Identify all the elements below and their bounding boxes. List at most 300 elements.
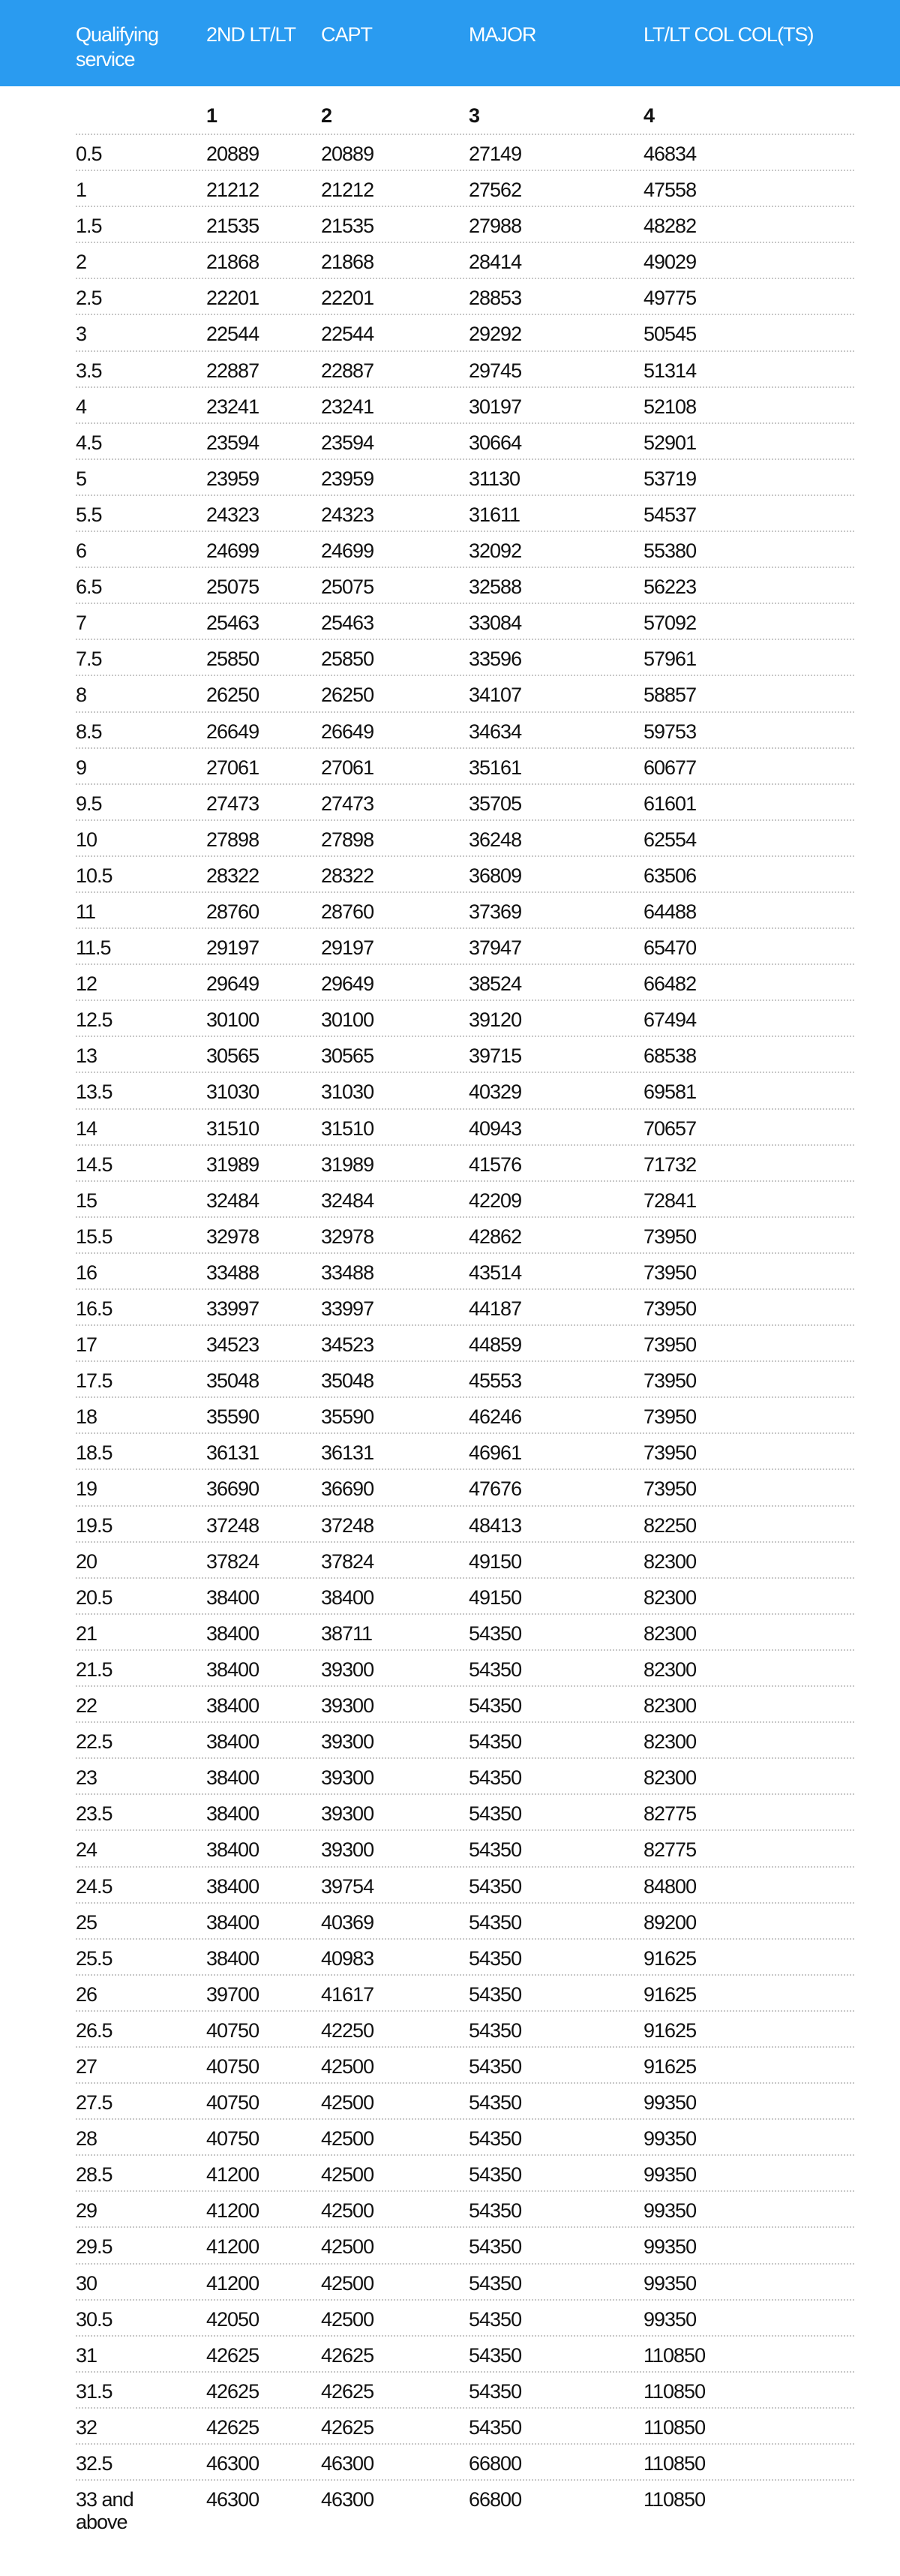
major-cell: 54350 — [469, 1946, 522, 1970]
service-cell: 25.5 — [76, 1946, 112, 1970]
service-cell: 6 — [76, 540, 87, 563]
capt-cell: 25075 — [321, 576, 374, 599]
capt-cell: 36690 — [321, 1477, 374, 1501]
capt-cell: 42500 — [321, 2127, 374, 2151]
capt-cell: 31989 — [321, 1153, 374, 1176]
2nd-lt-lt-cell: 26649 — [206, 720, 260, 743]
2nd-lt-lt-cell: 38400 — [206, 1910, 260, 1934]
2nd-lt-lt-cell: 37248 — [206, 1513, 260, 1537]
table-row — [0, 424, 900, 460]
capt-cell: 38711 — [321, 1622, 373, 1645]
lt-col-cell: 99350 — [644, 2127, 697, 2151]
2nd-lt-lt-cell: 41200 — [206, 2163, 260, 2187]
service-cell: 10 — [76, 828, 98, 851]
service-cell: 32 — [76, 2415, 98, 2439]
capt-cell: 33997 — [321, 1297, 374, 1320]
lt-col-cell: 99350 — [644, 2163, 697, 2187]
lt-col-cell: 110850 — [644, 2452, 706, 2475]
lt-col-cell: 91625 — [644, 1982, 697, 2006]
service-cell: 1 — [76, 179, 87, 202]
major-cell: 36809 — [469, 864, 522, 887]
major-cell: 33596 — [469, 648, 522, 671]
header-major: MAJOR — [469, 23, 536, 46]
service-cell: 23.5 — [76, 1802, 112, 1826]
major-cell: 32092 — [469, 540, 522, 563]
major-cell: 54350 — [469, 2271, 522, 2295]
capt-cell: 37248 — [321, 1513, 374, 1537]
service-cell: 31.5 — [76, 2379, 112, 2403]
service-cell: 29 — [76, 2199, 98, 2223]
2nd-lt-lt-cell: 28760 — [206, 900, 260, 923]
table-row — [0, 2012, 900, 2048]
service-cell: 9 — [76, 756, 87, 779]
2nd-lt-lt-cell: 22544 — [206, 323, 260, 346]
table-row — [0, 640, 900, 676]
capt-cell: 35590 — [321, 1405, 374, 1429]
2nd-lt-lt-cell: 25075 — [206, 576, 260, 599]
major-cell: 42209 — [469, 1189, 522, 1212]
lt-col-cell: 73950 — [644, 1405, 697, 1429]
2nd-lt-lt-cell: 31989 — [206, 1153, 260, 1176]
major-cell: 42862 — [469, 1225, 522, 1248]
2nd-lt-lt-cell: 39700 — [206, 1982, 260, 2006]
service-cell: 2 — [76, 251, 87, 274]
2nd-lt-lt-cell: 23959 — [206, 467, 260, 490]
table-row — [0, 1976, 900, 2012]
2nd-lt-lt-cell: 38400 — [206, 1658, 260, 1681]
lt-col-cell: 61601 — [644, 792, 697, 815]
2nd-lt-lt-cell: 41200 — [206, 2199, 260, 2223]
lt-col-cell: 57092 — [644, 612, 697, 635]
table-row — [0, 1940, 900, 1976]
major-cell: 46961 — [469, 1441, 522, 1465]
table-row — [0, 1326, 900, 1362]
table-row — [0, 893, 900, 929]
table-row — [0, 1507, 900, 1543]
service-cell: 5 — [76, 467, 87, 490]
lt-col-cell: 73950 — [644, 1477, 697, 1501]
2nd-lt-lt-cell: 34523 — [206, 1333, 260, 1357]
capt-cell: 27473 — [321, 792, 374, 815]
service-cell: 19 — [76, 1477, 98, 1501]
2nd-lt-lt-cell: 30565 — [206, 1045, 260, 1068]
2nd-lt-lt-cell: 40750 — [206, 2018, 260, 2042]
service-cell: 9.5 — [76, 792, 102, 815]
capt-cell: 42250 — [321, 2018, 374, 2042]
table-row — [0, 135, 900, 171]
lt-col-cell: 73950 — [644, 1261, 697, 1284]
2nd-lt-lt-cell: 38400 — [206, 1766, 260, 1790]
service-cell: 13 — [76, 1045, 98, 1068]
table-row — [0, 279, 900, 315]
service-cell: 17.5 — [76, 1369, 112, 1393]
lt-col-cell: 110850 — [644, 2488, 706, 2511]
lt-col-cell: 82300 — [644, 1622, 697, 1645]
service-cell: 19.5 — [76, 1513, 112, 1537]
lt-col-cell: 99350 — [644, 2199, 697, 2223]
major-cell: 28414 — [469, 251, 522, 274]
major-cell: 35161 — [469, 756, 522, 779]
table-row — [0, 2084, 900, 2120]
major-cell: 54350 — [469, 1658, 522, 1681]
capt-cell: 42500 — [321, 2054, 374, 2078]
service-cell: 7 — [76, 612, 87, 635]
capt-cell: 39754 — [321, 1874, 374, 1898]
2nd-lt-lt-cell: 40750 — [206, 2127, 260, 2151]
service-cell: 11.5 — [76, 936, 111, 960]
2nd-lt-lt-cell: 38400 — [206, 1874, 260, 1898]
capt-cell: 32978 — [321, 1225, 374, 1248]
service-cell: 22 — [76, 1694, 98, 1718]
lt-col-cell: 62554 — [644, 828, 697, 851]
table-row — [0, 2409, 900, 2445]
lt-col-cell: 72841 — [644, 1189, 697, 1212]
table-row — [0, 2156, 900, 2192]
capt-cell: 42625 — [321, 2343, 374, 2367]
capt-cell: 28760 — [321, 900, 374, 923]
2nd-lt-lt-cell: 35048 — [206, 1369, 260, 1393]
major-cell: 46246 — [469, 1405, 522, 1429]
capt-cell: 42625 — [321, 2379, 374, 2403]
capt-cell: 36131 — [321, 1441, 374, 1465]
major-cell: 54350 — [469, 1982, 522, 2006]
lt-col-cell: 70657 — [644, 1117, 697, 1140]
capt-cell: 22544 — [321, 323, 374, 346]
capt-cell: 39300 — [321, 1694, 374, 1718]
capt-cell: 21535 — [321, 215, 374, 238]
lt-col-cell: 58857 — [644, 684, 697, 707]
table-row — [0, 1795, 900, 1831]
service-cell: 13.5 — [76, 1081, 112, 1104]
major-cell: 49150 — [469, 1550, 522, 1573]
capt-cell: 42500 — [321, 2091, 374, 2115]
lt-col-cell: 91625 — [644, 1946, 697, 1970]
lt-col-cell: 46834 — [644, 143, 697, 165]
capt-cell: 42500 — [321, 2235, 374, 2259]
2nd-lt-lt-cell: 27898 — [206, 828, 260, 851]
table-row — [0, 352, 900, 388]
lt-col-cell: 73950 — [644, 1297, 697, 1320]
major-cell: 41576 — [469, 1153, 522, 1176]
capt-cell: 21868 — [321, 251, 374, 274]
pay-table-body — [0, 135, 900, 2541]
major-cell: 31130 — [469, 467, 520, 490]
table-row — [0, 1037, 900, 1073]
service-cell: 16.5 — [76, 1297, 112, 1320]
table-row — [0, 1254, 900, 1290]
major-cell: 54350 — [469, 2091, 522, 2115]
major-cell: 33084 — [469, 612, 522, 635]
service-cell: 4.5 — [76, 431, 102, 454]
capt-cell: 33488 — [321, 1261, 374, 1284]
2nd-lt-lt-cell: 23241 — [206, 395, 260, 418]
table-row — [0, 1362, 900, 1398]
lt-col-cell: 82775 — [644, 1838, 697, 1862]
major-cell: 34107 — [469, 684, 522, 707]
major-cell: 37947 — [469, 936, 522, 960]
lt-col-cell: 82300 — [644, 1766, 697, 1790]
major-cell: 54350 — [469, 2415, 522, 2439]
capt-cell: 25850 — [321, 648, 374, 671]
table-row — [0, 460, 900, 496]
lt-col-cell: 56223 — [644, 576, 697, 599]
table-row — [0, 2192, 900, 2228]
service-cell: 4 — [76, 395, 87, 418]
major-cell: 27562 — [469, 179, 522, 202]
capt-cell: 42500 — [321, 2199, 374, 2223]
major-cell: 27149 — [469, 143, 522, 165]
header-capt: CAPT — [321, 23, 373, 46]
service-cell: 28.5 — [76, 2163, 112, 2187]
column-number: 1 — [206, 104, 218, 127]
service-cell: 32.5 — [76, 2452, 112, 2475]
service-cell: 24.5 — [76, 1874, 112, 1898]
lt-col-cell: 69581 — [644, 1081, 697, 1104]
lt-col-cell: 110850 — [644, 2343, 706, 2367]
major-cell: 47676 — [469, 1477, 522, 1501]
2nd-lt-lt-cell: 40750 — [206, 2091, 260, 2115]
2nd-lt-lt-cell: 22201 — [206, 287, 260, 310]
major-cell: 39715 — [469, 1045, 522, 1068]
major-cell: 30664 — [469, 431, 522, 454]
table-row — [0, 1831, 900, 1867]
capt-cell: 46300 — [321, 2488, 374, 2511]
lt-col-cell: 73950 — [644, 1369, 697, 1393]
table-row — [0, 1687, 900, 1723]
lt-col-cell: 99350 — [644, 2271, 697, 2295]
service-cell: 10.5 — [76, 864, 112, 887]
major-cell: 27988 — [469, 215, 522, 238]
table-header — [0, 0, 900, 86]
2nd-lt-lt-cell: 32484 — [206, 1189, 260, 1212]
2nd-lt-lt-cell: 36690 — [206, 1477, 260, 1501]
column-number: 4 — [644, 104, 656, 127]
2nd-lt-lt-cell: 25850 — [206, 648, 260, 671]
lt-col-cell: 51314 — [644, 359, 697, 382]
lt-col-cell: 99350 — [644, 2091, 697, 2115]
major-cell: 54350 — [469, 2199, 522, 2223]
service-cell: 33 and above — [76, 2488, 134, 2534]
table-row — [0, 1110, 900, 1146]
column-number: 2 — [321, 104, 333, 127]
table-row — [0, 2301, 900, 2337]
service-cell: 29.5 — [76, 2235, 112, 2259]
2nd-lt-lt-cell: 24699 — [206, 540, 260, 563]
service-cell: 21 — [76, 1622, 98, 1645]
table-row — [0, 2481, 900, 2541]
capt-cell: 25463 — [321, 612, 374, 635]
capt-cell: 23959 — [321, 467, 374, 490]
lt-col-cell: 82300 — [644, 1694, 697, 1718]
service-cell: 5.5 — [76, 503, 102, 526]
lt-col-cell: 57961 — [644, 648, 697, 671]
table-row — [0, 1723, 900, 1759]
table-row — [0, 1651, 900, 1687]
2nd-lt-lt-cell: 38400 — [206, 1586, 260, 1609]
2nd-lt-lt-cell: 33488 — [206, 1261, 260, 1284]
service-cell: 3.5 — [76, 359, 102, 382]
major-cell: 34634 — [469, 720, 522, 743]
table-row — [0, 2048, 900, 2084]
table-row — [0, 929, 900, 965]
2nd-lt-lt-cell: 42625 — [206, 2415, 260, 2439]
service-cell: 22.5 — [76, 1730, 112, 1754]
capt-cell: 22887 — [321, 359, 374, 382]
lt-col-cell: 71732 — [644, 1153, 697, 1176]
service-cell: 20.5 — [76, 1586, 112, 1609]
2nd-lt-lt-cell: 38400 — [206, 1802, 260, 1826]
major-cell: 54350 — [469, 2343, 522, 2367]
table-row — [0, 2228, 900, 2264]
service-cell: 2.5 — [76, 287, 102, 310]
capt-cell: 21212 — [321, 179, 374, 202]
service-cell: 12 — [76, 972, 98, 996]
major-cell: 40943 — [469, 1117, 522, 1140]
table-row — [0, 821, 900, 857]
major-cell: 54350 — [469, 1910, 522, 1934]
major-cell: 54350 — [469, 2018, 522, 2042]
table-row — [0, 2373, 900, 2409]
capt-cell: 32484 — [321, 1189, 374, 1212]
table-row — [0, 604, 900, 640]
2nd-lt-lt-cell: 42625 — [206, 2379, 260, 2403]
table-row — [0, 1001, 900, 1037]
lt-col-cell: 52108 — [644, 395, 697, 418]
table-row — [0, 1290, 900, 1326]
major-cell: 54350 — [469, 2379, 522, 2403]
major-cell: 45553 — [469, 1369, 522, 1393]
service-cell: 1.5 — [76, 215, 102, 238]
service-cell: 8 — [76, 684, 87, 707]
2nd-lt-lt-cell: 41200 — [206, 2235, 260, 2259]
capt-cell: 34523 — [321, 1333, 374, 1357]
capt-cell: 41617 — [321, 1982, 374, 2006]
2nd-lt-lt-cell: 33997 — [206, 1297, 260, 1320]
service-cell: 15 — [76, 1189, 98, 1212]
capt-cell: 38400 — [321, 1586, 374, 1609]
lt-col-cell: 64488 — [644, 900, 697, 923]
capt-cell: 28322 — [321, 864, 374, 887]
table-row — [0, 1543, 900, 1579]
major-cell: 54350 — [469, 1694, 522, 1718]
major-cell: 66800 — [469, 2452, 522, 2475]
major-cell: 29292 — [469, 323, 522, 346]
lt-col-cell: 110850 — [644, 2415, 706, 2439]
major-cell: 35705 — [469, 792, 522, 815]
column-number: 3 — [469, 104, 481, 127]
capt-cell: 40983 — [321, 1946, 374, 1970]
table-row — [0, 1146, 900, 1182]
2nd-lt-lt-cell: 32978 — [206, 1225, 260, 1248]
capt-cell: 24699 — [321, 540, 374, 563]
service-cell: 6.5 — [76, 576, 102, 599]
table-row — [0, 532, 900, 568]
table-row — [0, 1470, 900, 1506]
header-qualifying-service: Qualifying service — [76, 23, 159, 71]
capt-cell: 27061 — [321, 756, 374, 779]
table-row — [0, 315, 900, 351]
service-cell: 27.5 — [76, 2091, 112, 2115]
capt-cell: 29649 — [321, 972, 374, 996]
2nd-lt-lt-cell: 20889 — [206, 143, 260, 165]
2nd-lt-lt-cell: 38400 — [206, 1838, 260, 1862]
capt-cell: 23594 — [321, 431, 374, 454]
service-cell: 24 — [76, 1838, 98, 1862]
service-cell: 27 — [76, 2054, 98, 2078]
capt-cell: 39300 — [321, 1802, 374, 1826]
table-row — [0, 2337, 900, 2373]
capt-cell: 30565 — [321, 1045, 374, 1068]
major-cell: 54350 — [469, 2054, 522, 2078]
column-number-row — [0, 86, 900, 135]
lt-col-cell: 110850 — [644, 2379, 706, 2403]
lt-col-cell: 54537 — [644, 503, 697, 526]
table-row — [0, 1182, 900, 1218]
major-cell: 38524 — [469, 972, 522, 996]
service-cell: 14.5 — [76, 1153, 112, 1176]
lt-col-cell: 59753 — [644, 720, 697, 743]
2nd-lt-lt-cell: 21212 — [206, 179, 260, 202]
lt-col-cell: 48282 — [644, 215, 697, 238]
table-row — [0, 1434, 900, 1470]
2nd-lt-lt-cell: 31030 — [206, 1081, 260, 1104]
2nd-lt-lt-cell: 21868 — [206, 251, 260, 274]
table-row — [0, 1868, 900, 1904]
major-cell: 40329 — [469, 1081, 522, 1104]
table-row — [0, 965, 900, 1001]
service-cell: 8.5 — [76, 720, 102, 743]
2nd-lt-lt-cell: 38400 — [206, 1946, 260, 1970]
2nd-lt-lt-cell: 46300 — [206, 2452, 260, 2475]
lt-col-cell: 73950 — [644, 1333, 697, 1357]
header-2nd-lt-lt: 2ND LT/LT — [206, 23, 296, 46]
capt-cell: 42500 — [321, 2271, 374, 2295]
lt-col-cell: 52901 — [644, 431, 697, 454]
major-cell: 37369 — [469, 900, 522, 923]
lt-col-cell: 65470 — [644, 936, 697, 960]
capt-cell: 37824 — [321, 1550, 374, 1573]
lt-col-cell: 89200 — [644, 1910, 697, 1934]
service-cell: 3 — [76, 323, 87, 346]
2nd-lt-lt-cell: 25463 — [206, 612, 260, 635]
service-cell: 25 — [76, 1910, 98, 1934]
2nd-lt-lt-cell: 35590 — [206, 1405, 260, 1429]
service-cell: 7.5 — [76, 648, 102, 671]
service-cell: 28 — [76, 2127, 98, 2151]
lt-col-cell: 91625 — [644, 2054, 697, 2078]
2nd-lt-lt-cell: 30100 — [206, 1008, 260, 1032]
major-cell: 66800 — [469, 2488, 522, 2511]
table-row — [0, 785, 900, 821]
lt-col-cell: 47558 — [644, 179, 697, 202]
table-row — [0, 1398, 900, 1434]
table-row — [0, 1615, 900, 1651]
major-cell: 49150 — [469, 1586, 522, 1609]
2nd-lt-lt-cell: 29197 — [206, 936, 260, 960]
2nd-lt-lt-cell: 22887 — [206, 359, 260, 382]
2nd-lt-lt-cell: 27473 — [206, 792, 260, 815]
service-cell: 17 — [76, 1333, 98, 1357]
2nd-lt-lt-cell: 36131 — [206, 1441, 260, 1465]
service-cell: 21.5 — [76, 1658, 112, 1681]
table-row — [0, 568, 900, 604]
table-row — [0, 496, 900, 532]
2nd-lt-lt-cell: 42625 — [206, 2343, 260, 2367]
capt-cell: 29197 — [321, 936, 374, 960]
lt-col-cell: 82775 — [644, 1802, 697, 1826]
lt-col-cell: 49029 — [644, 251, 697, 274]
service-cell: 23 — [76, 1766, 98, 1790]
